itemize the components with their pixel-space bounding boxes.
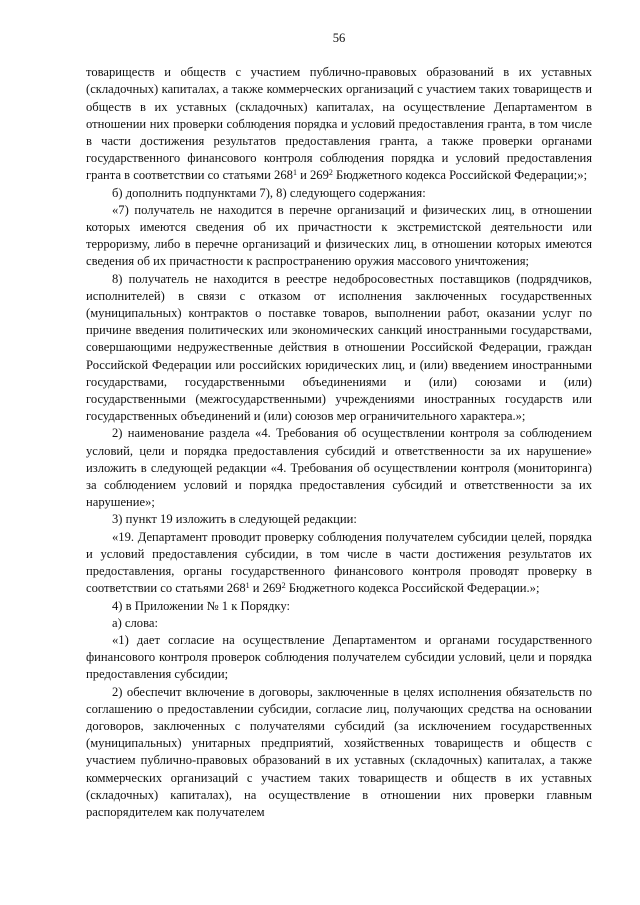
paragraph: 8) получатель не находится в реестре недобросовестных поставщиков (подрядчиков, исполнителей) в связи с отказом от исполнения заключенных государственных (муниципальных) контрактов о поставке товаров, выполнении работ, оказании услуг по причине введения политических или экономических санкций иностранными государствами, совершающими недружественные действия в отношении Российской Федерации, граждан Российской Федерации или российских юридических лиц, и (или) введением иностранными государствами, государственными объединениями и (или) союзами и (или) государственными (межгосударственными) учреждениями иностранных государств или государственных объединений и (или) союзов мер ограничительного характера.»; bbox=[86, 271, 592, 424]
superscript: 2 bbox=[328, 168, 333, 178]
paragraph: а) слова: bbox=[112, 615, 158, 630]
paragraph: 3) пункт 19 изложить в следующей редакции: bbox=[112, 512, 357, 527]
superscript: 1 bbox=[292, 168, 297, 178]
paragraph-text: и 269 bbox=[249, 581, 282, 596]
paragraph: «7) получатель не находится в перечне организаций и физических лиц, в отношении которых имеются сведения об их причастности к экстремистской деятельности или терроризму, либо в перечне организаций и физических лиц, в отношении которых имеются сведения об их причастности к распространению оружия массового уничтожения; bbox=[86, 202, 592, 269]
paragraph-text: «19. Департамент проводит проверку соблюдения получателем субсидии целей, порядка и условий предоставления субсидии, в том числе в части достижения результатов их предоставления, органы государственного финансового контроля проводят проверку в соответствии со статьями 268 bbox=[86, 529, 592, 596]
paragraph-text: Бюджетного кодекса Российской Федерации;»; bbox=[332, 168, 588, 183]
paragraph: 2) обеспечит включение в договоры, заключенные в целях исполнения обязательств по соглашению о предоставлении субсидии, согласие лиц, получающих средства на основании договоров, заключенных с получателями субсидий (за исключением государственных (муниципальных) унитарных предприятий, хозяйственных товариществ и обществ с участием публично-правовых образований в их уставных (складочных) капиталах, а также коммерческих организаций с участием таких товариществ и обществ в их уставных (складочных) капиталах), на осуществление в отношении них проверки главным распорядителем как получателем bbox=[86, 684, 592, 819]
paragraph bbox=[86, 529, 592, 598]
paragraph-text: товариществ и обществ с участием публично-правовых образований в их уставных (складочных) капиталах, а также коммерческих организаций с участием таких товариществ и обществ в их уставных (складочных) капиталах, на осуществление Департаментом в отношении них проверки соблюдения порядка и условий предоставления гранта, в том числе в части достижения результатов предоставления гранта, а также проверки органами государственного финансового контроля соблюдения порядка и условий предоставления гранта в соответствии со статьями 268 bbox=[86, 65, 592, 183]
document-page bbox=[86, 30, 592, 821]
paragraph: 2) наименование раздела «4. Требования об осуществлении контроля за соблюдением условий, цели и порядка предоставления субсидий и ответственности за их нарушение» изложить в следующей редакции «4. Требования об осуществлении контроля (мониторинга) за соблюдением условий и порядка предоставления субсидий и ответственности за их нарушение»; bbox=[86, 426, 592, 510]
page-number: 56 bbox=[332, 31, 346, 45]
paragraph: «1) дает согласие на осуществление Департаментом и органами государственного финансового контроля проверок соблюдения получателем субсидии условий, цели и порядка предоставления субсидии; bbox=[86, 632, 592, 682]
paragraph-continuation bbox=[86, 64, 592, 184]
superscript: 1 bbox=[245, 581, 250, 591]
paragraph: 4) в Приложении № 1 к Порядку: bbox=[112, 598, 290, 613]
paragraph-text: Бюджетного кодекса Российской Федерации.»; bbox=[285, 581, 540, 596]
paragraph: б) дополнить подпунктами 7), 8) следующего содержания: bbox=[112, 185, 426, 200]
paragraph-text: и 269 bbox=[296, 168, 329, 183]
superscript: 2 bbox=[281, 581, 286, 591]
